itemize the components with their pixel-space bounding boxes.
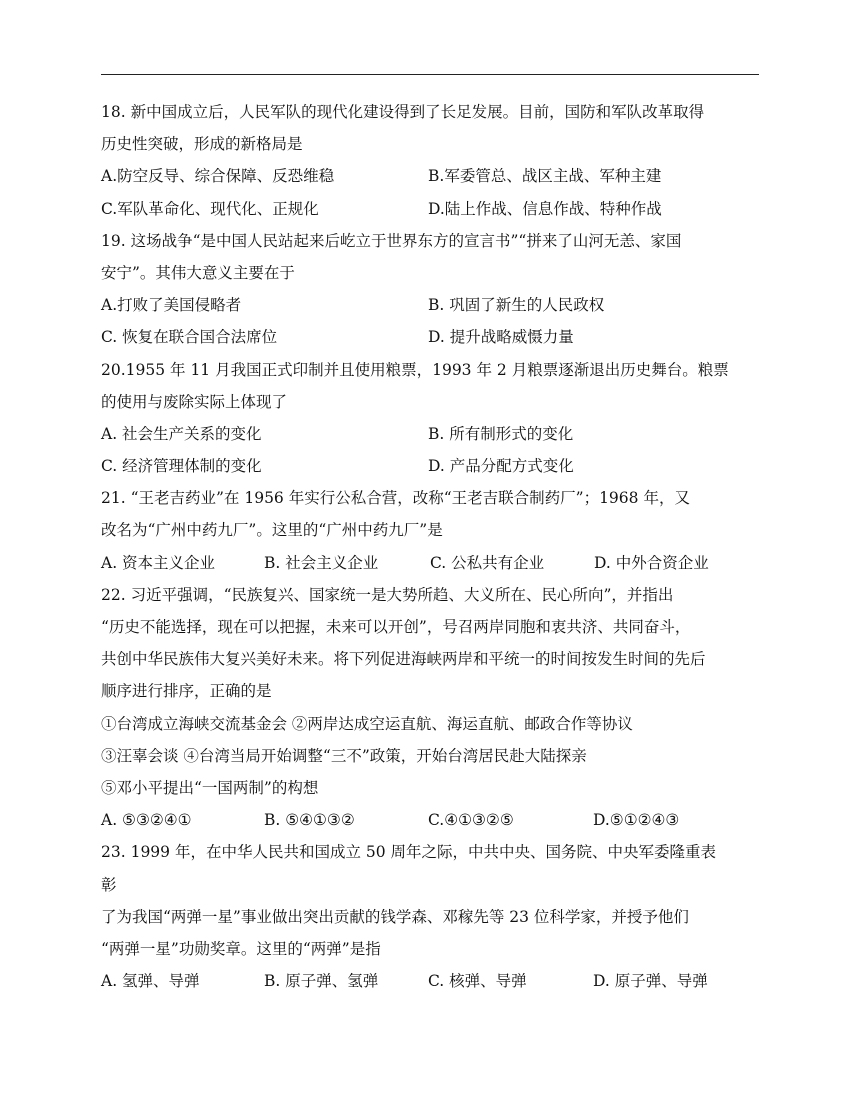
header-rule <box>101 74 759 75</box>
options-row <box>101 965 761 997</box>
question-text-line: 共创中华民族伟大复兴美好未来。将下列促进海峡两岸和平统一的时间按发生时间的先后 <box>101 650 706 669</box>
question-text-line: 彰 <box>101 875 117 894</box>
option-a: A. 资本主义企业 <box>101 553 216 572</box>
options-row <box>101 321 761 353</box>
question-19 <box>101 225 761 354</box>
question-text-line: 历史性突破，形成的新格局是 <box>101 135 303 154</box>
option-a: A. 社会生产关系的变化 <box>101 424 262 443</box>
option-c: C. 核弹、导弹 <box>428 972 527 991</box>
option-b: B. ⑤④①③② <box>264 811 355 830</box>
question-text-line: 了为我国“两弹一星”事业做出突出贡献的钱学森、邓稼先等 23 位科学家，并授予他们 <box>101 907 689 926</box>
question-21 <box>101 482 761 579</box>
question-20 <box>101 354 761 483</box>
option-c: C. 公私共有企业 <box>430 553 545 572</box>
option-b: B. 原子弹、氢弹 <box>264 972 379 991</box>
option-c: C.④①③②⑤ <box>428 811 514 830</box>
question-text-line: 的使用与废除实际上体现了 <box>101 392 288 411</box>
options-row <box>101 450 761 482</box>
question-text-line: 22. 习近平强调，“民族复兴、国家统一是大势所趋、大义所在、民心所向”，并指出 <box>101 585 674 604</box>
question-list <box>101 96 761 997</box>
option-c: C. 恢复在联合国合法席位 <box>101 328 278 347</box>
options-row <box>101 804 761 836</box>
option-b: B. 巩固了新生的人民政权 <box>428 296 605 315</box>
option-d: D.⑤①②④③ <box>593 811 680 830</box>
question-text-line: “历史不能选择，现在可以把握，未来可以开创”，号召两岸同胞和衷共济、共同奋斗， <box>101 618 691 636</box>
question-text-line: 改名为“广州中药九厂”。这里的“广州中药九厂”是 <box>101 521 443 540</box>
option-b: B.军委管总、战区主战、军种主建 <box>428 167 662 186</box>
option-d: D. 中外合资企业 <box>594 553 709 572</box>
options-row <box>101 160 761 192</box>
option-d: D. 产品分配方式变化 <box>428 457 574 476</box>
option-c: C.军队革命化、现代化、正规化 <box>101 199 319 218</box>
option-a: A.防空反导、综合保障、反恐维稳 <box>101 167 335 186</box>
question-text-line: 安宁”。其伟大意义主要在于 <box>101 263 295 282</box>
question-text-line: 23. 1999 年，在中华人民共和国成立 50 周年之际，中共中央、国务院、中央军委隆重表 <box>101 843 717 862</box>
options-row <box>101 547 761 579</box>
options-row <box>101 193 761 225</box>
question-18 <box>101 96 761 225</box>
option-b: B. 所有制形式的变化 <box>428 424 574 443</box>
question-text-line: “两弹一星”功勋奖章。这里的“两弹”是指 <box>101 939 381 958</box>
question-text-line: 20.1955 年 11 月我国正式印制并且使用粮票，1993 年 2 月粮票逐渐退出历史舞台。粮票 <box>101 360 729 379</box>
option-a: A.打败了美国侵略者 <box>101 296 242 315</box>
options-row <box>101 289 761 321</box>
option-a: A. ⑤③②④① <box>101 811 192 830</box>
question-text-line: 19. 这场战争“是中国人民站起来后屹立于世界东方的宣言书”“拼来了山河无恙、家国 <box>101 231 682 250</box>
options-row <box>101 418 761 450</box>
option-d: D. 原子弹、导弹 <box>593 972 708 991</box>
question-23 <box>101 836 761 997</box>
question-text-line: 21. “王老吉药业”在 1956 年实行公私合营，改称“王老吉联合制药厂”；1968 年，又 <box>101 489 690 508</box>
event-list-line: ③汪辜会谈 ④台湾当局开始调整“三不”政策，开始台湾居民赴大陆探亲 <box>101 746 587 765</box>
option-d: D. 提升战略威慑力量 <box>428 328 574 347</box>
option-d: D.陆上作战、信息作战、特种作战 <box>428 199 662 218</box>
event-list-line: ①台湾成立海峡交流基金会 ②两岸达成空运直航、海运直航、邮政合作等协议 <box>101 714 633 733</box>
question-text-line: 18. 新中国成立后，人民军队的现代化建设得到了长足发展。目前，国防和军队改革取得 <box>101 103 705 121</box>
option-c: C. 经济管理体制的变化 <box>101 457 262 476</box>
question-22 <box>101 579 761 837</box>
option-a: A. 氢弹、导弹 <box>101 972 200 991</box>
event-list-line: ⑤邓小平提出“一国两制”的构想 <box>101 778 319 797</box>
option-b: B. 社会主义企业 <box>264 553 379 572</box>
question-text-line: 顺序进行排序，正确的是 <box>101 682 272 701</box>
